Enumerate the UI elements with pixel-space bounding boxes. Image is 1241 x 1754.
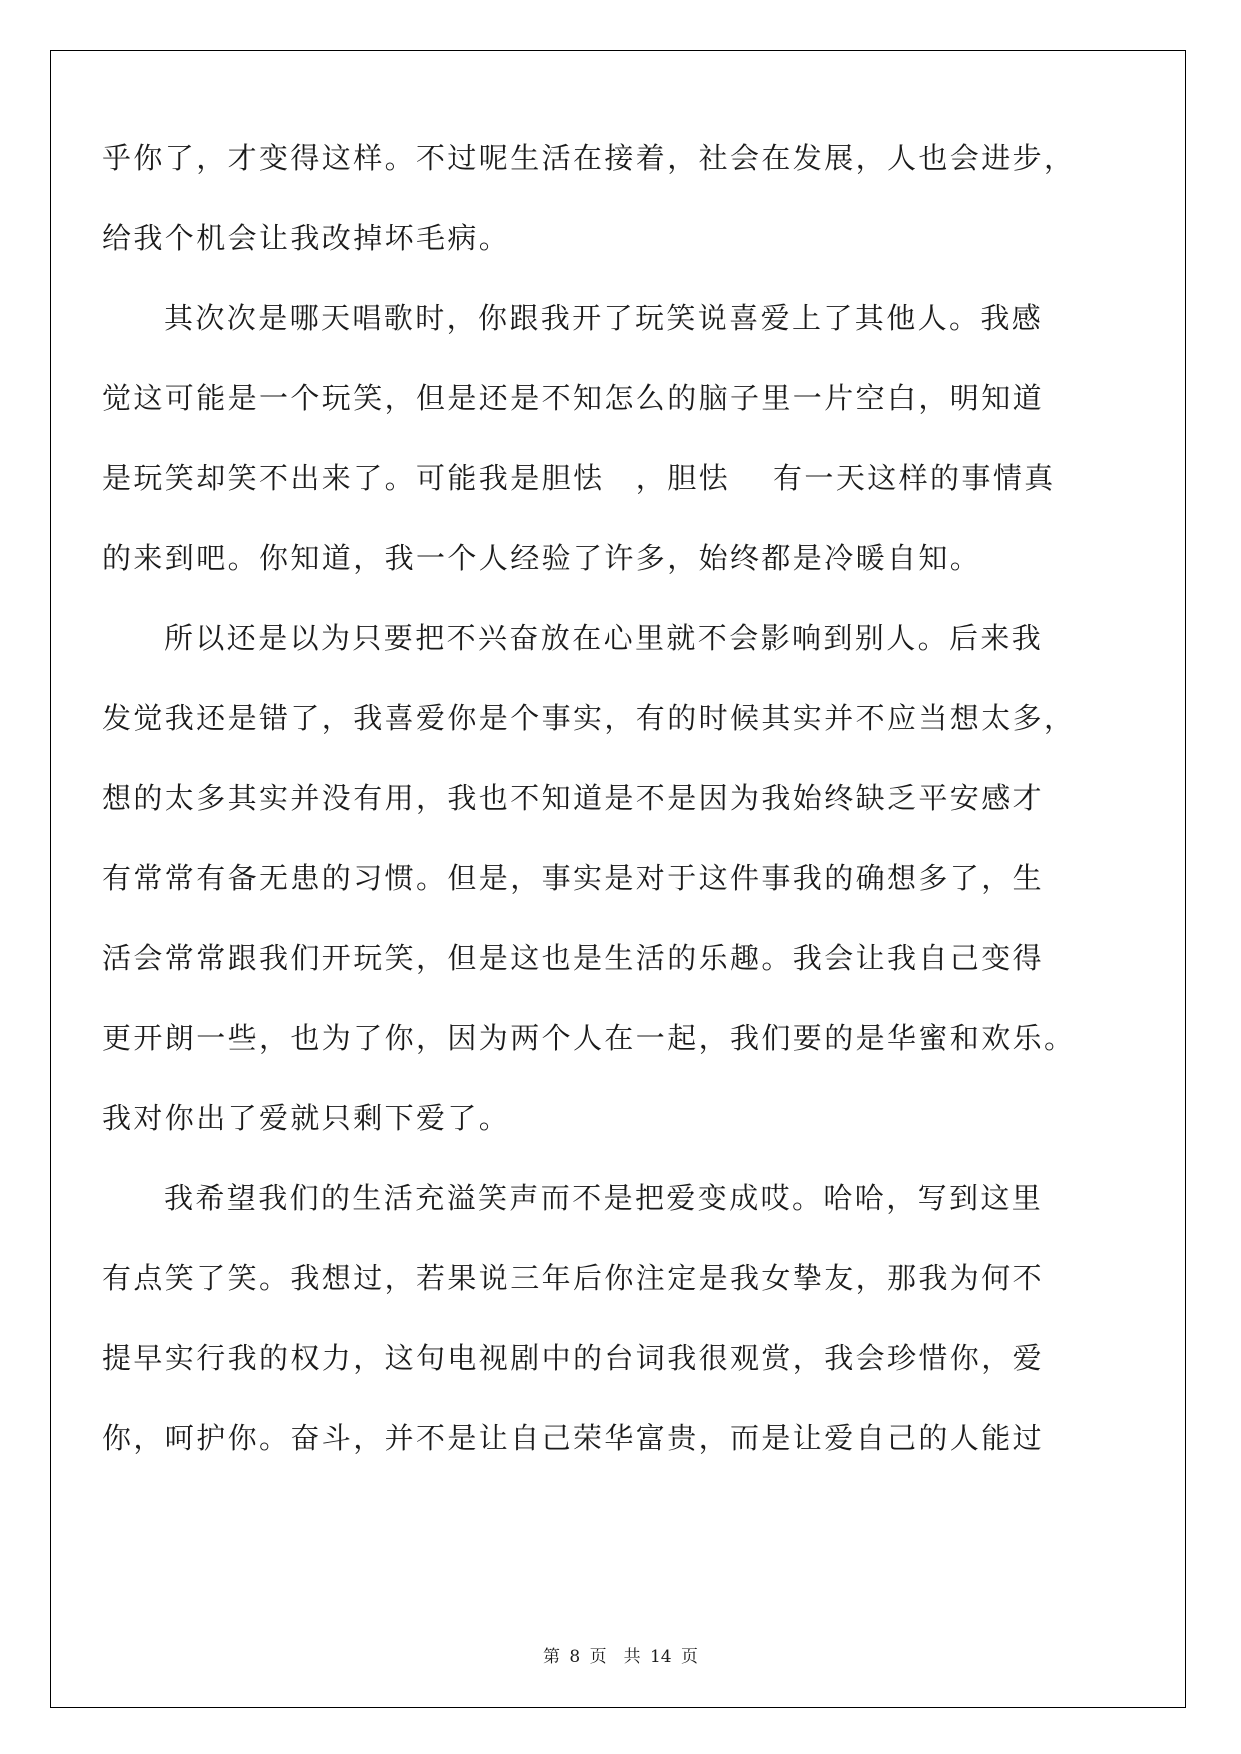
text-line: 有点笑了笑。我想过，若果说三年后你注定是我女挚友，那我为何不 (102, 1261, 1045, 1295)
text-line: 你，呵护你。奋斗，并不是让自己荣华富贵，而是让爱自己的人能过 (102, 1421, 1045, 1455)
text-line: 提早实行我的权力，这句电视剧中的台词我很观赏，我会珍惜你，爱 (102, 1341, 1045, 1375)
page-number: 第 8 页 共 14 页 (542, 1647, 699, 1667)
text-line: 更开朗一些，也为了你，因为两个人在一起，我们要的是华蜜和欢乐。 (102, 1021, 1076, 1055)
text-line: 的来到吧。你知道，我一个人经验了许多，始终都是冷暖自知。 (102, 541, 982, 575)
text-line: 乎你了，才变得这样。不过呢生活在接着，社会在发展，人也会进步， (102, 141, 1076, 175)
document-body (102, 118, 1142, 1478)
text-line: 我对你出了爱就只剩下爱了。 (102, 1101, 511, 1135)
text-line: 活会常常跟我们开玩笑，但是这也是生活的乐趣。我会让我自己变得 (102, 941, 1045, 975)
text-line: 是玩笑却笑不出来了。可能我是胆怯 ，胆怯 有一天这样的事情真 (102, 461, 1056, 495)
paragraph-start-line: 我希望我们的生活充溢笑声而不是把爱变成哎。哈哈，写到这里 (164, 1181, 1044, 1215)
text-line: 想的太多其实并没有用，我也不知道是不是因为我始终缺乏平安感才 (102, 781, 1045, 815)
text-line: 有常常有备无患的习惯。但是，事实是对于这件事我的确想多了，生 (102, 861, 1045, 895)
text-line: 觉这可能是一个玩笑，但是还是不知怎么的脑子里一片空白，明知道 (102, 381, 1045, 415)
text-line: 发觉我还是错了，我喜爱你是个事实，有的时候其实并不应当想太多， (102, 701, 1076, 735)
text-line: 给我个机会让我改掉坏毛病。 (102, 221, 511, 255)
paragraph-start-line: 所以还是以为只要把不兴奋放在心里就不会影响到别人。后来我 (164, 621, 1044, 655)
paragraph-start-line: 其次次是哪天唱歌时，你跟我开了玩笑说喜爱上了其他人。我感 (164, 301, 1044, 335)
